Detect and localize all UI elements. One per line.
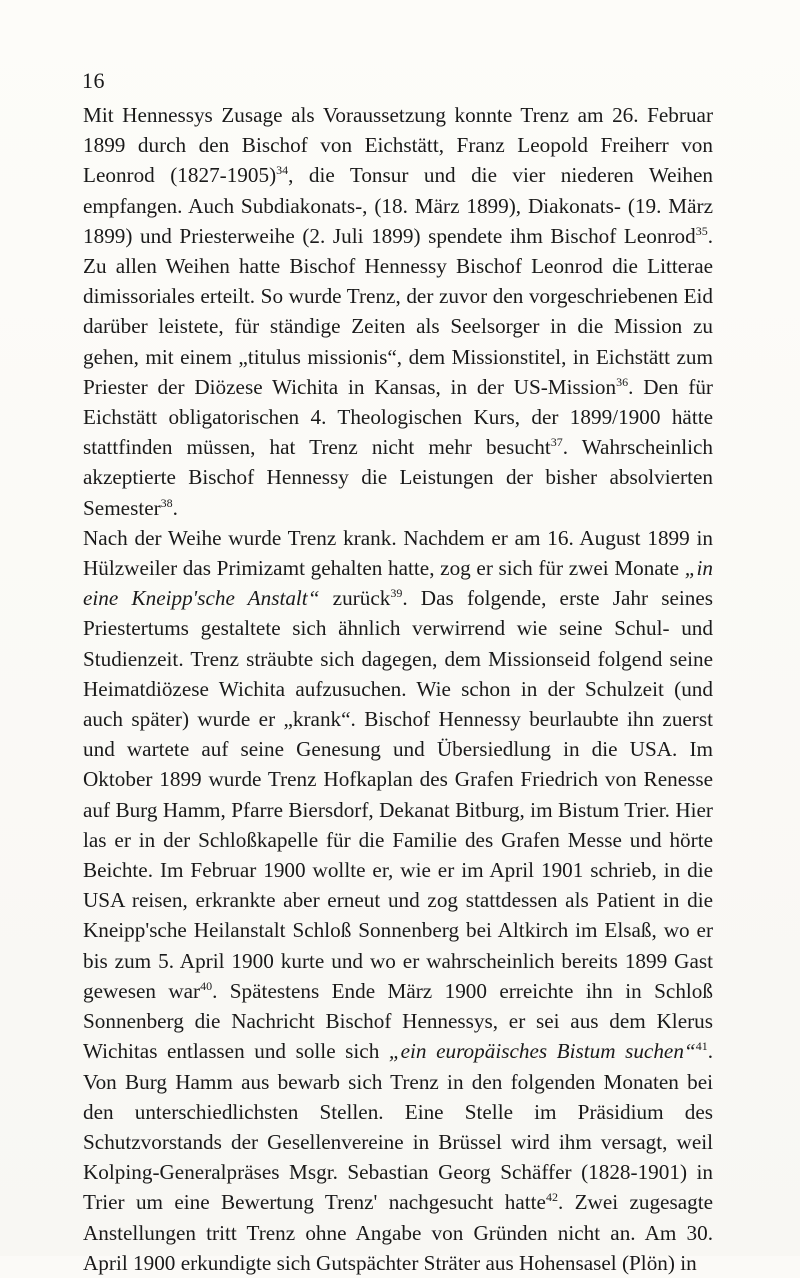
footnote-ref-36: 36 bbox=[616, 374, 629, 389]
text-run: . Zwei zugesagte Anstellungen tritt Trenz ohne Angabe von Gründen nicht an. Am 30. April 1900 erkundigte sich Gutspächter Sträter aus Hohensasel (Plön) in bbox=[83, 1190, 713, 1275]
text-run: . Den für Eichstätt obligatorischen 4. Theologischen Kurs, der 1899/1900 hätte stattfinden müssen, hat Trenz nicht mehr besucht bbox=[83, 374, 713, 460]
text-run: . bbox=[172, 495, 178, 520]
text-run: . Wahrscheinlich akzeptierte Bischof Hennessy die Leistungen der bisher absolvierten Semester bbox=[83, 435, 713, 520]
text-run: Mit Hennessys Zusage als Voraussetzung konnte Trenz am 26. Februar 1899 durch den Bischof von Eichstätt, Franz Leopold Freiherr von Leonrod (1827-1905) bbox=[83, 103, 713, 188]
text-run: Nach der Weihe wurde Trenz krank. Nachdem er am 16. August 1899 in Hülzweiler das Primizamt gehalten hatte, zog er sich für zwei Monate bbox=[83, 525, 713, 581]
footnote-ref-34: 34 bbox=[276, 163, 289, 178]
footnote-ref-39: 39 bbox=[390, 586, 403, 601]
quotation-italic: „in eine Kneipp'sche Anstalt“ bbox=[83, 556, 713, 611]
text-run: . Von Burg Hamm aus bewarb sich Trenz in den folgenden Monaten bei den unterschiedlichsten Stellen. Eine Stelle im Präsidium des Schutzvorstands der Gesellenvereine in Brüssel wird ihm versagt, weil Kolping-Generalpräses Msgr. Sebastian Georg Schäffer (1828-1901) in Trier um eine Bewertung Trenz' nachgesucht hatte bbox=[83, 1039, 713, 1215]
paragraph-2 bbox=[83, 523, 713, 1278]
text-run: zurück bbox=[319, 586, 391, 611]
footnote-ref-37: 37 bbox=[550, 435, 563, 450]
footnote-ref-35: 35 bbox=[695, 223, 708, 238]
page-number: 16 bbox=[82, 68, 105, 93]
text-run: . Das folgende, erste Jahr seines Priestertums gestaltete sich ähnlich verwirrend wie seine Schul- und Studienzeit. Trenz sträubte sich dagegen, dem Missionseid folgend seine Heimatdiözese Wichita aufzusuchen. Wie schon in der Schulzeit (und auch später) wurde er „krank“. Bischof Hennessy beurlaubte ihn zuerst und wartete auf seine Genesung und Übersiedlung in die USA. Im Oktober 1899 wurde Trenz Hofkaplan des Grafen Friedrich von Renesse auf Burg Hamm, Pfarre Biersdorf, Dekanat Bitburg, im Bistum Trier. Hier las er in der Schloßkapelle für die Familie des Grafen Messe und hörte Beichte. Im Februar 1900 wollte er, wie er im April 1901 schrieb, in die USA reisen, erkrankte aber erneut und zog stattdessen als Patient in die Kneipp'sche Heilanstalt Schloß Sonnenberg bei Altkirch im Elsaß, wo er bis zum 5. April 1900 kurte und wo er wahrscheinlich bereits 1899 Gast gewesen war bbox=[83, 586, 713, 1003]
footnote-ref-40: 40 bbox=[200, 978, 213, 993]
footnote-ref-38: 38 bbox=[160, 495, 173, 510]
paragraph-1 bbox=[83, 100, 713, 523]
footnote-ref-41: 41 bbox=[695, 1039, 708, 1054]
text-run: . Spätestens Ende März 1900 erreichte ihn in Schloß Sonnenberg die Nachricht Bischof Hennessys, er sei aus dem Klerus Wichitas entlassen und solle sich bbox=[83, 978, 713, 1064]
footnote-ref-42: 42 bbox=[545, 1190, 558, 1205]
text-run: . Zu allen Weihen hatte Bischof Hennessy Bischof Leonrod die Litterae dimissoriales erteilt. So wurde Trenz, der zuvor den vorgeschriebenen Eid darüber leistete, für ständige Zeiten als Seelsorger in die Mission zu gehen, mit einem „titulus missionis“, dem Missionstitel, in Eichstätt zum Priester der Diözese Wichita in Kansas, in der US-Mission bbox=[83, 223, 713, 399]
text-run: , die Tonsur und die vier niederen Weihen empfangen. Auch Subdiakonats-, (18. März 1899), Diakonats- (19. März 1899) und Priesterweihe (2. Juli 1899) spendete ihm Bischof Leonrod bbox=[83, 163, 713, 248]
body-text bbox=[83, 100, 713, 1278]
quotation-italic: „ein europäisches Bistum suchen“ bbox=[388, 1039, 696, 1064]
